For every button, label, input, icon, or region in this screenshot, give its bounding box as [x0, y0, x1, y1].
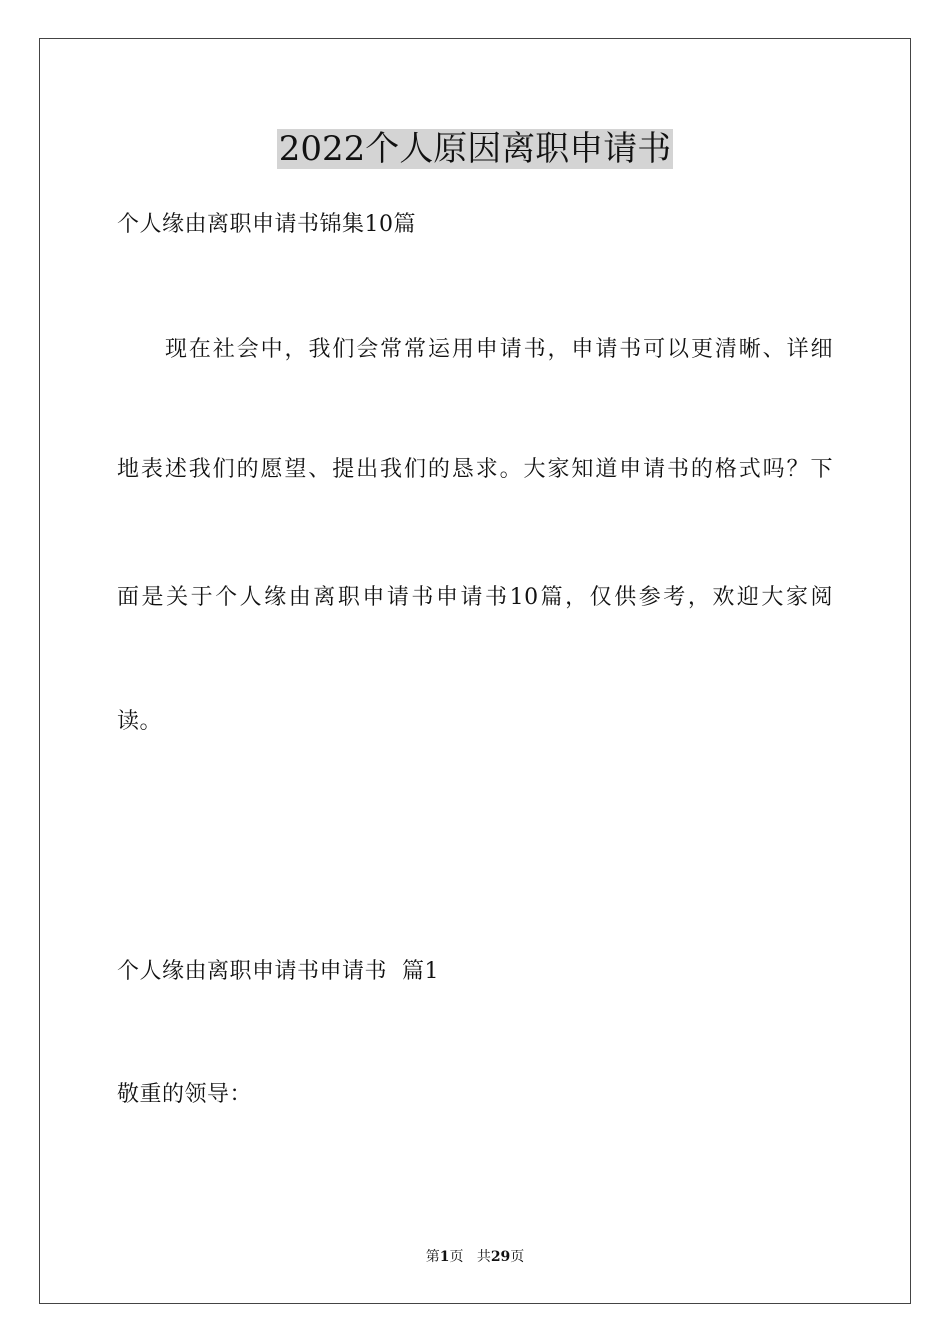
document-subtitle: 个人缘由离职申请书锦集10篇 [117, 212, 416, 237]
document-title-text: 2022个人原因离职申请书 [278, 129, 672, 169]
page-footer [0, 1248, 950, 1266]
salutation: 敬重的领导： [117, 1082, 253, 1107]
intro-line-3: 面是关于个人缘由离职申请书申请书10篇，仅供参考，欢迎大家阅 [117, 585, 833, 610]
intro-line-1: 现在社会中，我们会常常运用申请书，申请书可以更清晰、详细 [165, 337, 833, 362]
intro-line-2: 地表述我们的愿望、提出我们的恳求。大家知道申请书的格式吗？下 [117, 457, 833, 482]
footer-total-pages: 29 [490, 1249, 511, 1265]
section-heading: 个人缘由离职申请书申请书 篇1 [117, 959, 439, 984]
intro-line-4: 读。 [117, 709, 163, 734]
footer-total-unit: 页 [510, 1249, 525, 1265]
footer-prefix: 第 [425, 1249, 440, 1265]
footer-page-unit: 页 [449, 1249, 464, 1265]
document-title [0, 128, 950, 170]
footer-current-page: 1 [439, 1249, 450, 1265]
footer-total-prefix: 共 [476, 1249, 491, 1265]
